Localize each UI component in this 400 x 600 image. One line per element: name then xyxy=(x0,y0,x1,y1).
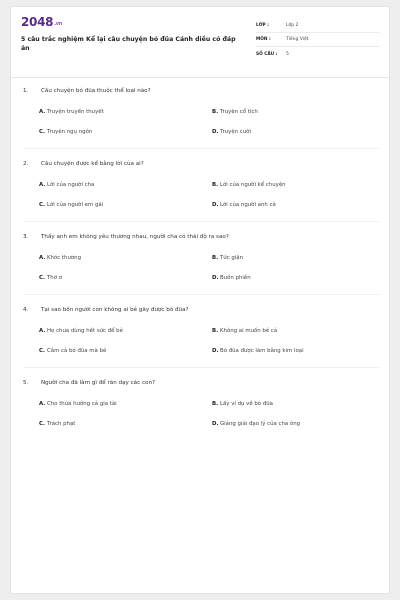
option-letter: B. xyxy=(212,109,219,115)
option-text: Buồn phiền xyxy=(220,275,251,281)
option-text: Giảng giải đạo lý của cha ông xyxy=(220,421,301,427)
question-number: 4. xyxy=(23,307,29,313)
document-header xyxy=(11,7,389,77)
option-text: Họ chưa dùng hết sức để bẻ xyxy=(47,328,123,334)
question-number: 2. xyxy=(23,161,29,167)
option-text: Truyện cổ tích xyxy=(220,109,258,115)
question-text xyxy=(23,85,379,97)
question-separator xyxy=(23,221,379,222)
option-d[interactable] xyxy=(196,274,369,282)
option-a[interactable] xyxy=(23,254,196,262)
option-letter: C. xyxy=(39,129,46,135)
option-d[interactable] xyxy=(196,128,369,136)
question-4 xyxy=(23,304,379,377)
logo-suffix: .vn xyxy=(54,21,63,27)
meta-row-subject xyxy=(256,33,380,47)
question-separator xyxy=(23,367,379,368)
question-prompt: Câu chuyện bó đũa thuộc thể loại nào? xyxy=(41,88,151,94)
option-b[interactable] xyxy=(196,327,369,335)
option-c[interactable] xyxy=(23,128,196,136)
option-b[interactable] xyxy=(196,181,369,189)
option-letter: B. xyxy=(212,328,219,334)
option-text: Lấy ví dụ về bó đũa xyxy=(220,401,273,407)
option-text: Cho thừa hưởng cả gia tài xyxy=(47,401,117,407)
option-text: Lời của người anh cả xyxy=(220,202,276,208)
option-letter: C. xyxy=(39,421,46,427)
option-text: Truyện cười xyxy=(220,129,251,135)
option-c[interactable] xyxy=(23,201,196,209)
option-text: Trách phạt xyxy=(47,421,76,427)
option-text: Truyện ngụ ngôn xyxy=(47,129,93,135)
option-letter: C. xyxy=(39,348,46,354)
option-grid xyxy=(23,400,379,428)
meta-value: 5 xyxy=(286,51,289,57)
option-letter: A. xyxy=(39,182,46,188)
option-letter: A. xyxy=(39,255,46,261)
option-c[interactable] xyxy=(23,347,196,355)
header-divider xyxy=(11,77,389,78)
question-prompt: Người cha đã làm gì để răn dạy các con? xyxy=(41,380,155,386)
option-text: Lời của người kể chuyện xyxy=(220,182,286,188)
question-text xyxy=(23,377,379,389)
option-a[interactable] xyxy=(23,400,196,408)
option-d[interactable] xyxy=(196,347,369,355)
option-text: Khóc thương xyxy=(47,255,82,261)
option-text: Bó đũa được làm bằng kim loại xyxy=(220,348,304,354)
option-c[interactable] xyxy=(23,420,196,428)
question-separator xyxy=(23,294,379,295)
option-text: Thờ ơ xyxy=(47,275,63,281)
question-list xyxy=(23,85,379,450)
logo-main: 2048 xyxy=(21,15,54,29)
option-letter: D. xyxy=(212,129,219,135)
document-page xyxy=(10,6,390,594)
site-logo[interactable] xyxy=(21,15,62,29)
option-text: Cầm cả bó đũa mà bẻ xyxy=(47,348,107,354)
question-prompt: Câu chuyện được kể bằng lời của ai? xyxy=(41,161,144,167)
question-5 xyxy=(23,377,379,450)
question-1 xyxy=(23,85,379,158)
option-letter: D. xyxy=(212,275,219,281)
option-b[interactable] xyxy=(196,400,369,408)
meta-table xyxy=(256,19,380,61)
question-number: 3. xyxy=(23,234,29,240)
question-text xyxy=(23,158,379,170)
meta-label: LỚP : xyxy=(256,23,269,28)
option-grid xyxy=(23,108,379,136)
question-2 xyxy=(23,158,379,231)
meta-label: SỐ CÂU : xyxy=(256,51,278,57)
option-letter: B. xyxy=(212,182,219,188)
option-b[interactable] xyxy=(196,254,369,262)
document-title: 5 câu trắc nghiệm Kể lại câu chuyện bó đũa Cánh diều có đáp án xyxy=(21,36,236,52)
question-number: 1. xyxy=(23,88,29,94)
option-letter: D. xyxy=(212,348,219,354)
question-prompt: Tại sao bốn người con không ai bẻ gãy được bó đũa? xyxy=(41,307,189,313)
option-a[interactable] xyxy=(23,327,196,335)
option-letter: D. xyxy=(212,202,219,208)
option-letter: B. xyxy=(212,401,219,407)
option-a[interactable] xyxy=(23,108,196,116)
option-letter: D. xyxy=(212,421,219,427)
question-number: 5. xyxy=(23,380,29,386)
question-text xyxy=(23,231,379,243)
question-separator xyxy=(23,148,379,149)
option-letter: A. xyxy=(39,401,46,407)
option-text: Lời của người em gái xyxy=(47,202,104,208)
meta-row-grade xyxy=(256,19,380,33)
meta-value: Tiếng Việt xyxy=(286,37,309,42)
option-grid xyxy=(23,254,379,282)
option-text: Không ai muốn bẻ cả xyxy=(220,328,278,334)
option-text: Tức giận xyxy=(220,255,244,261)
meta-label: MÔN : xyxy=(256,37,271,42)
option-text: Lời của người cha xyxy=(47,182,95,188)
question-prompt: Thấy anh em không yêu thương nhau, người cha có thái độ ra sao? xyxy=(41,234,229,240)
option-text: Truyện truyền thuyết xyxy=(47,109,104,115)
option-grid xyxy=(23,327,379,355)
option-letter: B. xyxy=(212,255,219,261)
meta-value: Lớp 2 xyxy=(286,23,299,28)
option-d[interactable] xyxy=(196,201,369,209)
question-text xyxy=(23,304,379,316)
question-3 xyxy=(23,231,379,304)
option-letter: A. xyxy=(39,109,46,115)
option-d[interactable] xyxy=(196,420,369,428)
meta-row-count xyxy=(256,47,380,61)
option-letter: C. xyxy=(39,275,46,281)
option-a[interactable] xyxy=(23,181,196,189)
option-grid xyxy=(23,181,379,209)
option-b[interactable] xyxy=(196,108,369,116)
option-letter: A. xyxy=(39,328,46,334)
option-c[interactable] xyxy=(23,274,196,282)
option-letter: C. xyxy=(39,202,46,208)
